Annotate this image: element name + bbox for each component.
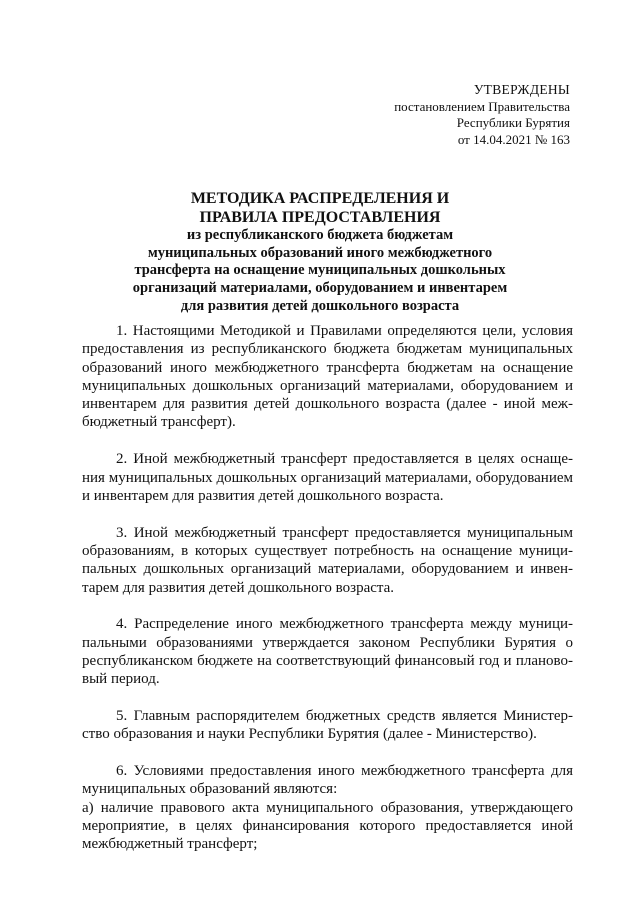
subtitle-line-4: организаций материалами, оборудованием и инвентарем xyxy=(132,280,508,297)
approval-line-decree: постановлением Правительства xyxy=(394,98,570,114)
paragraph-3: 3. Иной межбюджетный трансферт предоставляется муниципальным образованиям, в которых существует потребность на оснащение муниципальных дошкольных организаций материалами, оборудованием и инвентарем для развития детей дошкольного возраста. xyxy=(82,524,573,596)
document-body xyxy=(82,322,573,854)
subtitle-line-2: муниципальных образований иного межбюджетного xyxy=(147,244,493,261)
subtitle-line-1: из республиканского бюджета бюджетам xyxy=(186,227,454,243)
approval-heading: УТВЕРЖДЕНЫ xyxy=(473,82,570,97)
approval-line-republic: Республики Бурятия xyxy=(456,115,570,130)
approval-stamp xyxy=(394,82,570,148)
paragraph-6-item-a: а) наличие правового акта муниципального образования, утверждающего мероприятие, в целях финансирования которого предоставляется иной межбюджетный трансферт; xyxy=(82,799,573,853)
subtitle-line-5: для развития детей дошкольного возраста xyxy=(180,297,460,314)
approval-line-date: от 14.04.2021 № 163 xyxy=(457,131,570,147)
paragraph-4: 4. Распределение иного межбюджетного трансферта между муниципальными образованиями утверждается законом Республики Бурятия о республиканском бюджете на соответствующий финансовый год и планововый период. xyxy=(82,616,573,688)
paragraph-6: 6. Условиями предоставления иного межбюджетного трансферта для муниципальных образований являются: xyxy=(82,763,573,798)
title-line-1: МЕТОДИКА РАСПРЕДЕЛЕНИЯ И xyxy=(190,190,450,207)
title-line-2: ПРАВИЛА ПРЕДОСТАВЛЕНИЯ xyxy=(199,209,441,226)
paragraph-5: 5. Главным распорядителем бюджетных средств является Министерство образования и науки Республики Бурятия (далее - Министерство). xyxy=(82,708,573,743)
paragraph-2: 2. Иной межбюджетный трансферт предоставляется в целях оснащения муниципальных дошкольных организаций материалами, оборудованием и инвентарем для развития детей дошкольного возраста. xyxy=(82,451,573,504)
document-title xyxy=(80,189,560,316)
subtitle-line-3: трансферта на оснащение муниципальных дошкольных xyxy=(134,262,506,279)
paragraph-1: 1. Настоящими Методикой и Правилами определяются цели, условия предоставления из республиканского бюджета бюджетам муниципальных образований иного межбюджетного трансферта бюджетам на оснащение муниципальных дошкольных организаций материалами, оборудованием и инвентарем для развития детей дошкольного возраста (далее - иной межбюджетный трансферт). xyxy=(82,323,573,431)
